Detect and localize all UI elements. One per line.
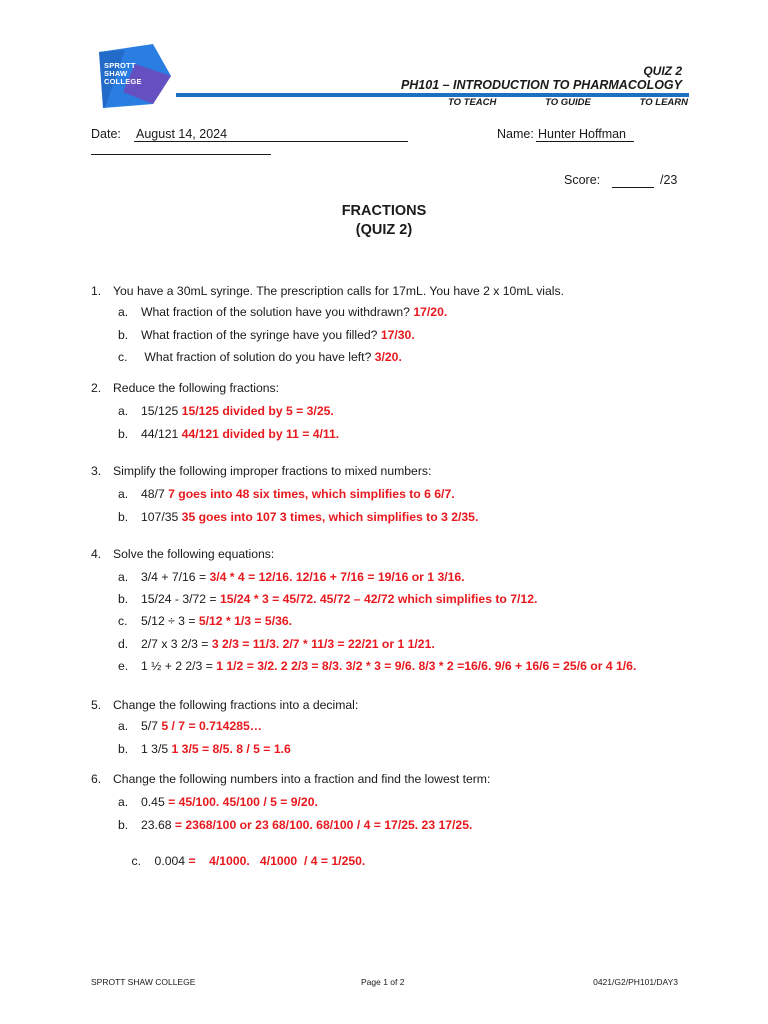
answer: 35 goes into 107 3 times, which simplifies to 3 2/35. [181, 510, 479, 524]
answer: 7 goes into 48 six times, which simplifies to 6 6/7. [168, 487, 455, 501]
answer: 3/4 * 4 = 12/16. 12/16 + 7/16 = 19/16 or 1 3/16. [209, 570, 465, 584]
logo-wordmark: SPROTT SHAW COLLEGE [104, 61, 142, 86]
question-1: 1. You have a 30mL syringe. The prescription calls for 17mL. You have 2 x 10mL vials. [91, 284, 564, 298]
question-1c: c. What fraction of solution do you have left? 3/20. [118, 350, 402, 364]
motto-learn: TO LEARN [639, 97, 688, 108]
motto-teach: TO TEACH [448, 97, 497, 108]
name-label: Name: [497, 127, 534, 141]
course-title: PH101 – INTRODUCTION TO PHARMACOLOGY [400, 78, 682, 92]
answer: 5 / 7 = 0.714285… [161, 719, 262, 733]
question-6: 6. Change the following numbers into a fraction and find the lowest term: [91, 772, 491, 786]
page-subtitle: (QUIZ 2) [355, 222, 413, 238]
page-title: FRACTIONS [341, 203, 427, 219]
answer: 3/20. [374, 350, 402, 364]
score-field[interactable] [612, 173, 654, 188]
answer: = 2368/100 or 23 68/100. 68/100 / 4 = 17/25. 23 17/25. [174, 818, 473, 832]
question-4c: c. 5/12 ÷ 3 = 5/12 * 1/3 = 5/36. [118, 614, 293, 628]
question-3: 3. Simplify the following improper fractions to mixed numbers: [91, 464, 432, 478]
question-5a: a. 5/7 5 / 7 = 0.714285… [118, 719, 262, 733]
date-underline [91, 154, 271, 155]
quiz-number: QUIZ 2 [643, 64, 682, 78]
footer-page-number: Page 1 of 2 [361, 977, 405, 987]
question-4a: a. 3/4 + 7/16 = 3/4 * 4 = 12/16. 12/16 + 7/16 = 19/16 or 1 3/16. [118, 570, 465, 584]
question-6a: a. 0.45 = 45/100. 45/100 / 5 = 9/20. [118, 795, 318, 809]
question-4e: e. 1 ½ + 2 2/3 = 1 1/2 = 3/2. 2 2/3 = 8/3. 3/2 * 3 = 9/6. 8/3 * 2 =16/6. 9/6 + 16/6 = 25/6 or 4 1/6. [118, 659, 637, 673]
answer: 15/24 * 3 = 45/72. 45/72 – 42/72 which simplifies to 7/12. [219, 592, 538, 606]
question-3b: b. 107/35 35 goes into 107 3 times, which simplifies to 3 2/35. [118, 510, 479, 524]
question-2: 2. Reduce the following fractions: [91, 381, 279, 395]
footer-doc-code: 0421/G2/PH101/DAY3 [593, 977, 678, 987]
question-4: 4. Solve the following equations: [91, 547, 275, 561]
question-6b: b. 23.68 = 2368/100 or 23 68/100. 68/100 / 4 = 17/25. 23 17/25. [118, 818, 473, 832]
footer-college: SPROTT SHAW COLLEGE [91, 977, 196, 987]
question-1b: b. What fraction of the syringe have you filled? 17/30. [118, 328, 415, 342]
motto-guide: TO GUIDE [545, 97, 591, 108]
date-field[interactable]: August 14, 2024 [134, 127, 408, 142]
question-4b: b. 15/24 - 3/72 = 15/24 * 3 = 45/72. 45/72 – 42/72 which simplifies to 7/12. [118, 592, 538, 606]
score-label: Score: [564, 173, 601, 187]
answer: = 45/100. 45/100 / 5 = 9/20. [168, 795, 318, 809]
answer: 15/125 divided by 5 = 3/25. [181, 404, 334, 418]
question-2b: b. 44/121 44/121 divided by 11 = 4/11. [118, 427, 340, 441]
name-field[interactable]: Hunter Hoffman [536, 127, 634, 142]
question-2a: a. 15/125 15/125 divided by 5 = 3/25. [118, 404, 334, 418]
question-4d: d. 2/7 x 3 2/3 = 3 2/3 = 11/3. 2/7 * 11/3 = 22/21 or 1 1/21. [118, 637, 435, 651]
college-motto [448, 97, 688, 108]
answer: = 4/1000. 4/1000 / 4 = 1/250. [188, 854, 366, 868]
question-5b: b. 1 3/5 1 3/5 = 8/5. 8 / 5 = 1.6 [118, 742, 291, 756]
question-6c: c. 0.004 = 4/1000. 4/1000 / 4 = 1/250. [131, 854, 366, 868]
date-label: Date: [91, 127, 121, 141]
score-total: /23 [660, 173, 678, 187]
question-5: 5. Change the following fractions into a decimal: [91, 698, 359, 712]
answer: 17/20. [413, 305, 448, 319]
answer: 3 2/3 = 11/3. 2/7 * 11/3 = 22/21 or 1 1/21. [211, 637, 435, 651]
question-1a: a. What fraction of the solution have you withdrawn? 17/20. [118, 305, 448, 319]
answer: 44/121 divided by 11 = 4/11. [181, 427, 340, 441]
question-3a: a. 48/7 7 goes into 48 six times, which simplifies to 6 6/7. [118, 487, 455, 501]
answer: 1 3/5 = 8/5. 8 / 5 = 1.6 [171, 742, 291, 756]
answer: 5/12 * 1/3 = 5/36. [198, 614, 293, 628]
answer: 1 1/2 = 3/2. 2 2/3 = 8/3. 3/2 * 3 = 9/6. 8/3 * 2 =16/6. 9/6 + 16/6 = 25/6 or 4 1/6. [216, 659, 637, 673]
answer: 17/30. [380, 328, 415, 342]
